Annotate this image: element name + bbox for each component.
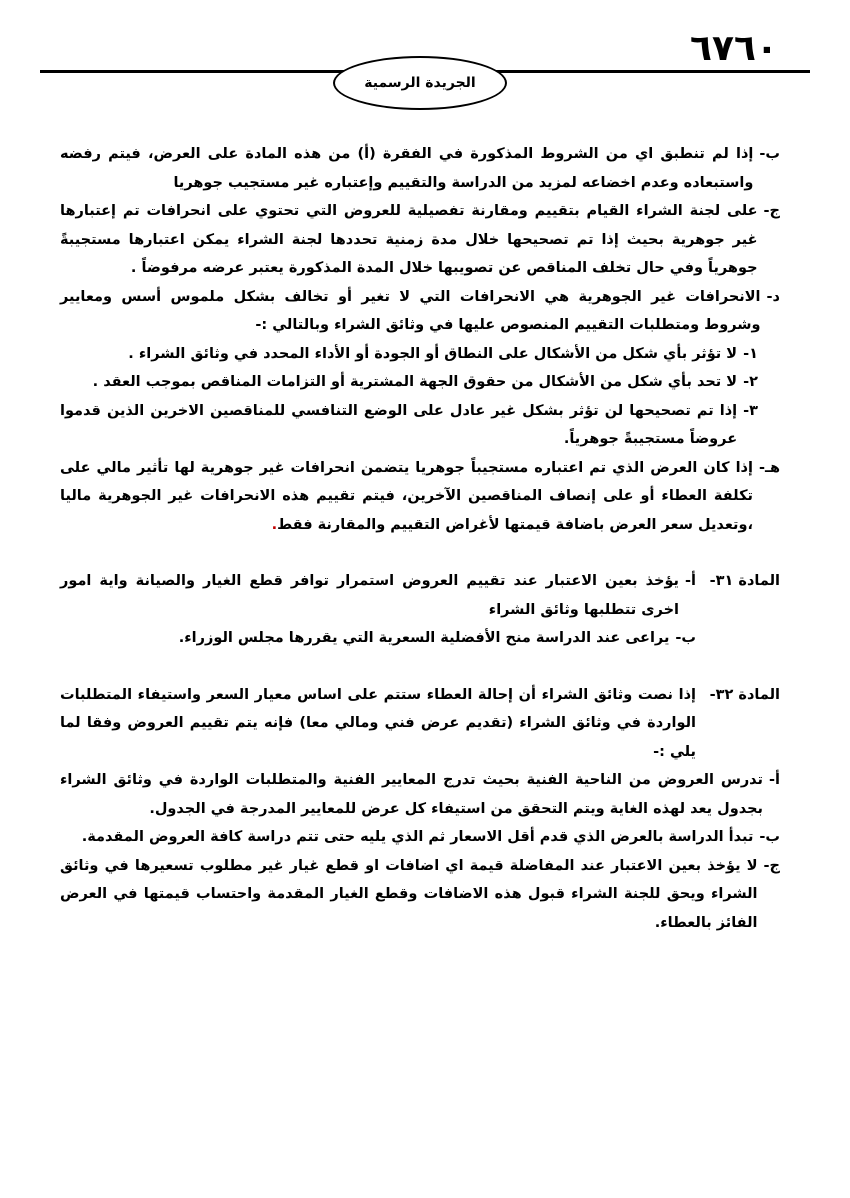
clause-text: تبدأ الدراسة بالعرض الذي قدم أقل الاسعار ثم الذي يليه حتى تتم دراسة كافة العروض المقدمة. [81, 829, 754, 845]
clause-text: على لجنة الشراء القيام بتقييم ومقارنة تفصيلية للعروض التي تحتوي على انحرافات تم إعتبارها غير جوهرية بحيث إذا تم تصحيحها خلال مدة زمنية تحددها لجنة الشراء يمكن اعتبارها مستجيبةً جوهرياً وفي حال تخلف المناقص عن تصويبها خلال المدة المذكورة يعتبر عرضه مرفوضاً . [60, 203, 758, 276]
clause-label: ج- [763, 857, 780, 874]
clause-label: أ- [769, 772, 780, 788]
clause-text: لا يؤخذ بعين الاعتبار عند المفاضلة قيمة اي اضافات او قطع غيار غير مطلوب تسعيرها في وثائق الشراء ويحق للجنة الشراء قبول هذه الاضافات وقطع الغيار المقدمة واحتساب قيمتها في العرض الفائز بالعطاء. [60, 857, 758, 931]
clause-h-end: . [271, 516, 278, 533]
clause-text: الانحرافات غير الجوهرية هي الانحرافات التي لا تغير أو تخالف بشكل ملموس أسس ومعايير وشروط ومتطلبات التقييم المنصوص عليها في وثائق الشراء وبالتالي :- [60, 288, 761, 333]
subclause-text: لا تؤثر بأي شكل من الأشكال على النطاق أو الجودة أو الأداء المحدد في وثائق الشراء . [128, 345, 738, 362]
article-32-clause-j [60, 852, 780, 938]
article-heading: المادة ٣١- [709, 573, 780, 589]
clause-h-text: إذا كان العرض الذي تم اعتباره مستجيباً جوهريا يتضمن انحرافات غير جوهرية لها تأثير مالي على تكلفة العطاء أو على إنصاف المناقصين الآخرين، فيتم تقييم هذه الانحرافات غير الجوهرية ماليا ،وتعديل سعر العرض باضافة قيمتها لأغراض التقييم والمقارنة فقط [60, 459, 753, 533]
article-32-clause-b [60, 823, 780, 852]
clause-label: ج- [763, 203, 780, 219]
article-31-clause-b [60, 624, 696, 653]
clause-label: ب- [759, 146, 780, 162]
article-body [60, 681, 696, 767]
article-32 [60, 681, 780, 767]
article-heading: المادة ٣٢- [709, 686, 780, 703]
article-body [60, 567, 696, 653]
subclause-1 [60, 340, 780, 369]
clause-label: هـ- [758, 459, 780, 476]
article-32-clause-a [60, 766, 780, 823]
clause-label: د- [766, 288, 780, 305]
subclause-3 [60, 397, 780, 454]
subclause-2 [60, 368, 780, 397]
clause-text: يراعى عند الدراسة منح الأفضلية السعرية التي يقررها مجلس الوزراء. [178, 630, 670, 646]
clause-d [60, 283, 780, 340]
subclause-text: إذا تم تصحيحها لن تؤثر بشكل غير عادل على الوضع التنافسي للمناقصين الاخرين الذين قدموا عروضاً مستجيبةً جوهرياً. [60, 402, 738, 447]
document-body [60, 140, 780, 937]
article-31-clause-a [60, 567, 696, 624]
subclause-label: ١- [743, 345, 758, 362]
clause-b [60, 140, 780, 197]
clause-h [60, 454, 780, 540]
clause-text: تدرس العروض من الناحية الفنية بحيث تدرج المعايير الفنية والمتطلبات الواردة في وثائق الشراء بجدول يعد لهذه الغاية ويتم التحقق من استيفاء كل عرض للمعايير المدرجة في الجدول. [60, 772, 763, 817]
subclause-label: ٣- [743, 402, 758, 419]
subclause-text: لا تحد بأي شكل من الأشكال من حقوق الجهة المشترية أو التزامات المناقص بموجب العقد . [92, 374, 738, 390]
page-number: ٦٧٦٠ [690, 28, 778, 69]
clause-text [60, 454, 753, 540]
clause-label: أ- [685, 573, 696, 589]
clause-j [60, 197, 780, 283]
gazette-title: الجريدة الرسمية [364, 75, 476, 91]
subclause-label: ٢- [743, 374, 758, 390]
clause-label: ب- [759, 829, 780, 845]
article-32-intro: إذا نصت وثائق الشراء أن إحالة العطاء ستتم على اساس معيار السعر واستيفاء المتطلبات الواردة في وثائق الشراء (تقديم عرض فني ومالي معا) فإنه يتم تقييم العروض وفقا لما يلي :- [60, 686, 696, 760]
clause-text: إذا لم تنطبق اي من الشروط المذكورة في الفقرة (أ) من هذه المادة على العرض، فيتم رفضه واستبعاده وعدم اخضاعه لمزيد من الدراسة والتقييم وإعتباره غير مستجيب جوهريا [60, 146, 754, 191]
clause-label: ب- [675, 630, 696, 646]
spacer [60, 653, 780, 681]
spacer [60, 539, 780, 567]
gazette-title-oval [333, 56, 507, 110]
clause-text: يؤخذ بعين الاعتبار عند تقييم العروض استمرار توافر قطع الغيار والصيانة واية امور اخرى تتطلبها وثائق الشراء [60, 573, 679, 618]
article-31 [60, 567, 780, 653]
